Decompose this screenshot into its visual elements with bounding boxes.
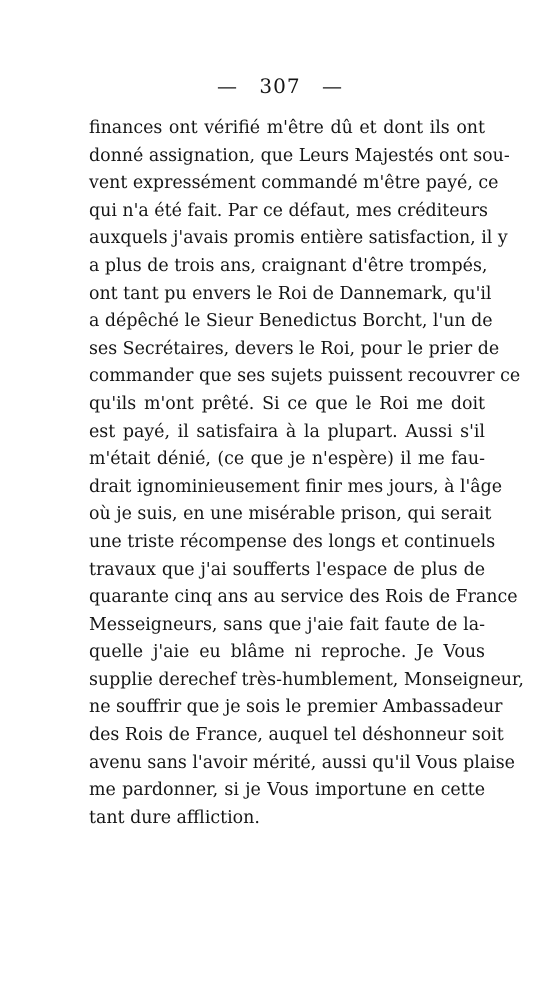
text-line: m'était dénié, (ce que je n'espère) il me fau-: [89, 449, 485, 470]
header-dash-right: —: [321, 74, 343, 98]
text-line: me pardonner, si je Vous importune en cette: [89, 780, 485, 801]
text-line-last: tant dure affliction.: [89, 807, 260, 828]
header-dash-left: —: [217, 74, 239, 98]
text-line: qui n'a été fait. Par ce défaut, mes créditeurs: [89, 200, 488, 221]
text-line: qu'ils m'ont prêté. Si ce que le Roi me doit: [89, 393, 485, 414]
text-line: avenu sans l'avoir mérité, aussi qu'il Vous plaise: [89, 752, 515, 773]
text-line: quarante cinq ans au service des Rois de France: [89, 587, 518, 608]
text-line: travaux que j'ai soufferts l'espace de plus de: [89, 559, 485, 580]
text-line: a dépêché le Sieur Benedictus Borcht, l'un de: [89, 311, 493, 332]
text-line: où je suis, en une misérable prison, qui serait: [89, 504, 492, 525]
text-line: vent expressément commandé m'être payé, ce: [89, 173, 499, 194]
page-number: 307: [259, 74, 301, 98]
text-line: quelle j'aie eu blâme ni reproche. Je Vous: [89, 642, 485, 663]
text-line: ont tant pu envers le Roi de Dannemark, qu'il: [89, 283, 492, 304]
body-paragraph: [89, 115, 524, 832]
text-line: ne souffrir que je sois le premier Ambassadeur: [89, 697, 503, 718]
text-line: des Rois de France, auquel tel déshonneur soit: [89, 725, 504, 746]
text-line: finances ont vérifié m'être dû et dont ils ont: [89, 118, 485, 138]
text-line: donné assignation, que Leurs Majestés ont sou-: [89, 145, 510, 166]
text-line: auxquels j'avais promis entière satisfaction, il y: [89, 228, 508, 249]
text-line: drait ignominieusement finir mes jours, à l'âge: [89, 476, 503, 497]
text-line: a plus de trois ans, craignant d'être trompés,: [89, 255, 488, 276]
text-line: commander que ses sujets puissent recouvrer ce: [89, 366, 521, 387]
text-line: ses Secrétaires, devers le Roi, pour le prier de: [89, 338, 500, 359]
text-line: est payé, il satisfaira à la plupart. Aussi s'il: [89, 421, 485, 442]
text-line: supplie derechef très-humblement, Monseigneur,: [89, 669, 524, 690]
text-line: une triste récompense des longs et continuels: [89, 531, 496, 552]
page-header: [0, 74, 560, 98]
text-line: Messeigneurs, sans que j'aie fait faute de la-: [89, 614, 485, 635]
